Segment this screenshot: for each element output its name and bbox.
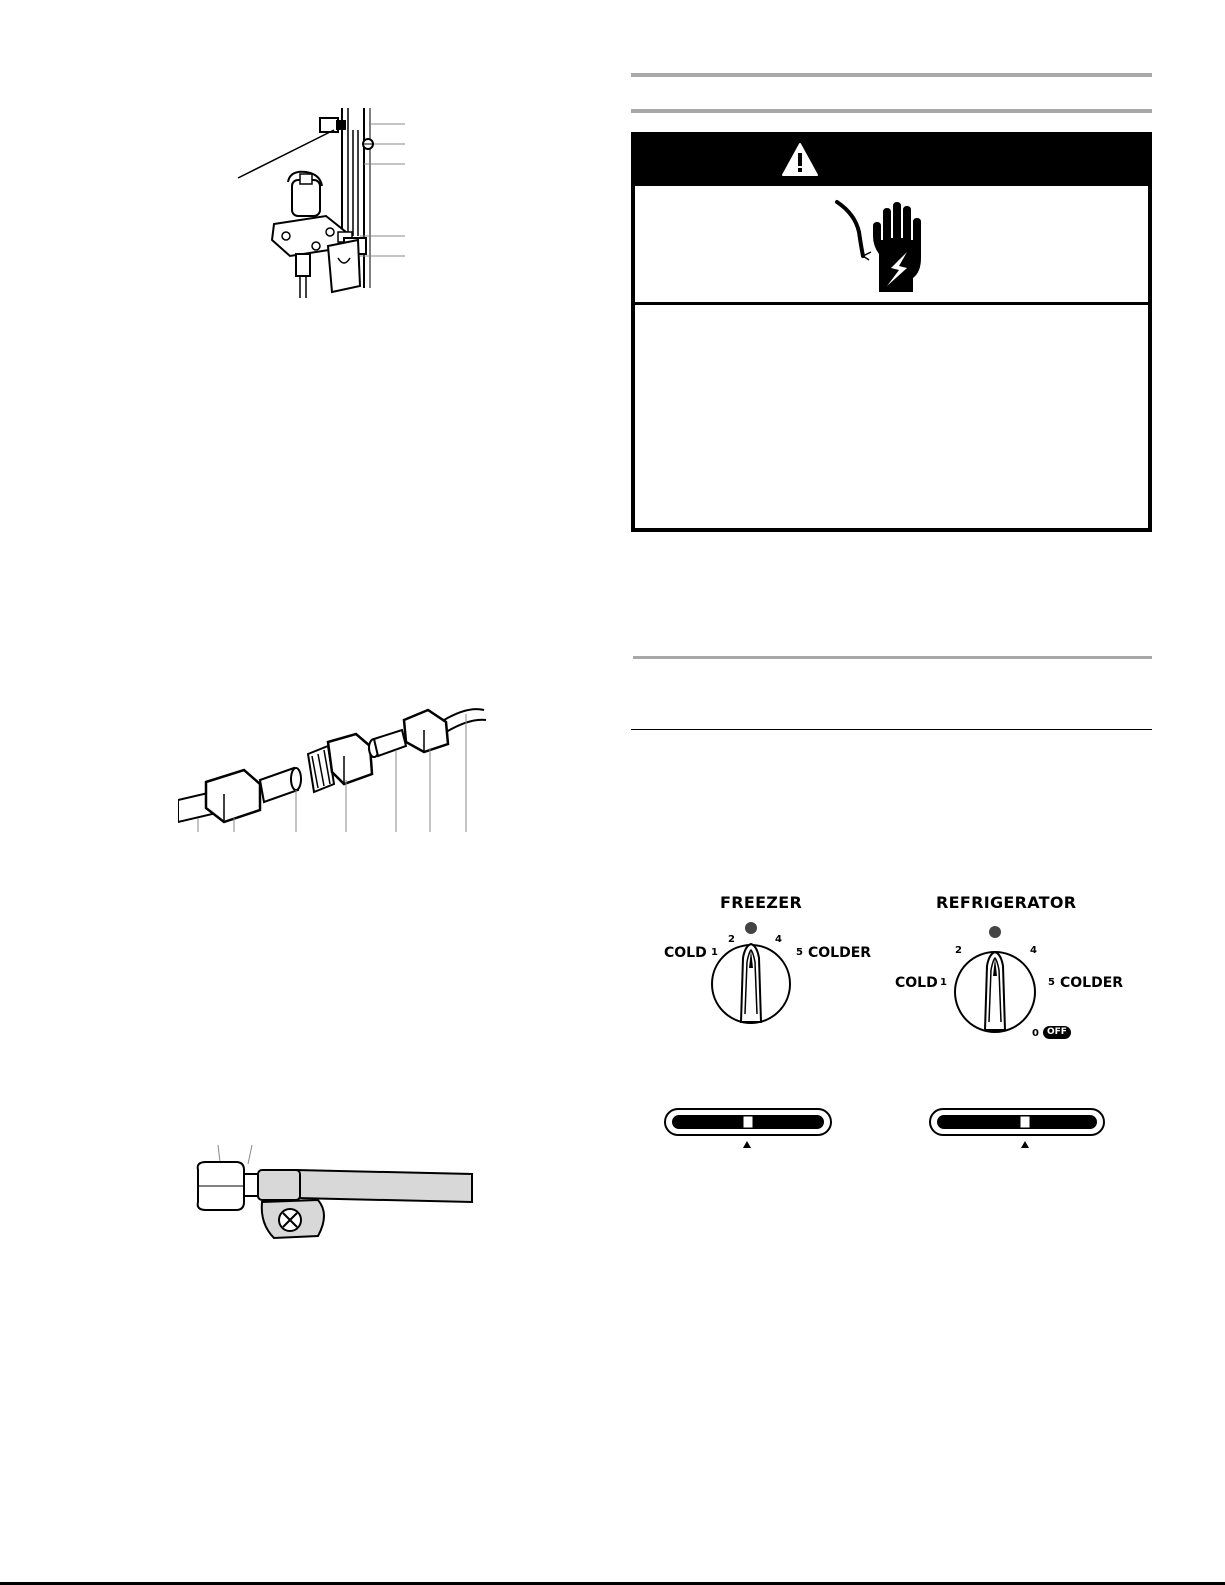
section-rule [633,656,1152,659]
freezer-slider-control[interactable] [664,1108,832,1150]
section-rule [631,729,1152,730]
water-valve-illustration [230,108,420,298]
freezer-setting-1: 1 [711,947,718,958]
freezer-slider-pointer [743,1141,751,1148]
refrigerator-setting-2: 2 [955,945,962,956]
refrigerator-setting-0: 0 [1032,1028,1039,1039]
freezer-setting-2: 2 [728,934,735,945]
electrical-shock-warning-box [631,132,1152,532]
section-rule [631,109,1152,113]
refrigerator-control-dial[interactable] [951,918,1039,1042]
tube-clamp-illustration [190,1140,480,1260]
warning-triangle-icon [781,142,819,178]
warning-divider [635,302,1148,305]
refrigerator-slider-knob[interactable] [1020,1116,1030,1128]
electrical-shock-hand-icon [833,196,933,296]
compression-fitting-illustration [178,700,498,845]
freezer-slider-knob[interactable] [743,1116,753,1128]
freezer-dial-title: FREEZER [720,893,803,912]
refrigerator-slider-pointer [1021,1141,1029,1148]
freezer-control-dial[interactable] [707,918,795,1042]
freezer-colder-label: COLDER [808,945,872,961]
refrigerator-setting-4: 4 [1030,945,1037,956]
refrigerator-dial-title: REFRIGERATOR [936,893,1077,912]
refrigerator-colder-label: COLDER [1060,975,1124,991]
refrigerator-slider-control[interactable] [929,1108,1105,1150]
section-rule [631,73,1152,77]
refrigerator-cold-label: COLD [895,975,938,991]
refrigerator-setting-5: 5 [1048,977,1055,988]
freezer-cold-label: COLD [664,945,707,961]
refrigerator-off-badge: OFF [1043,1026,1071,1039]
freezer-setting-5: 5 [796,947,803,958]
warning-header-bar [635,136,1148,186]
freezer-setting-4: 4 [775,934,782,945]
refrigerator-setting-1: 1 [940,977,947,988]
